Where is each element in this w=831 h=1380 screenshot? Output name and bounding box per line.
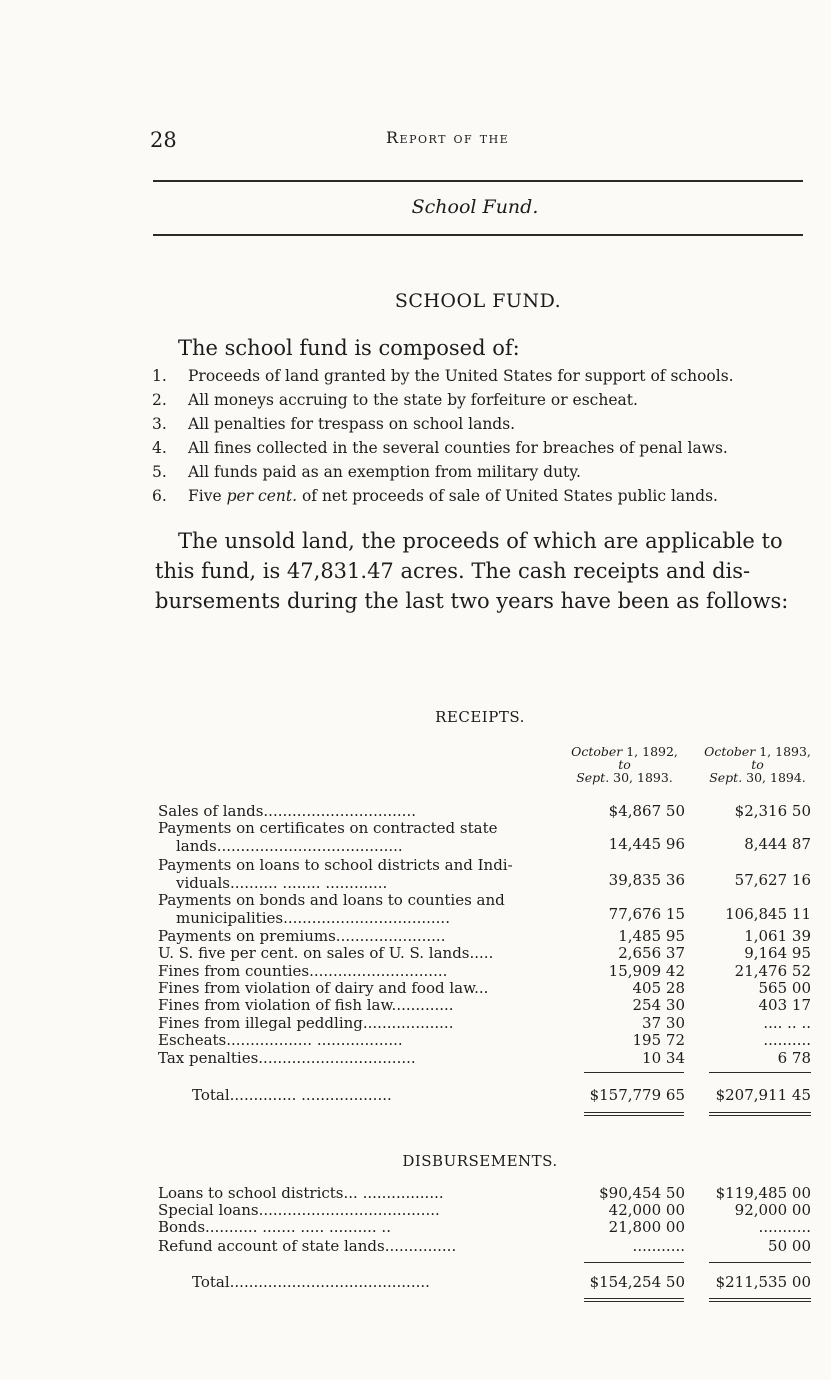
value-1893: 39,835 36 xyxy=(608,871,685,889)
total-double-rule xyxy=(584,1301,684,1302)
list-item xyxy=(152,412,812,436)
row-label: Payments on certificates on contracted state xyxy=(158,820,498,837)
value-1894: 50 00 xyxy=(768,1237,811,1255)
list-item xyxy=(152,436,812,460)
col-date: 30, 1894. xyxy=(742,770,806,785)
page-number: 28 xyxy=(150,128,177,152)
col-to: to xyxy=(751,757,764,772)
value-1893: 42,000 00 xyxy=(608,1201,685,1219)
value-1894: .... .. .. xyxy=(763,1014,811,1032)
subtotal-rule xyxy=(709,1072,811,1073)
item-number: 2. xyxy=(152,391,167,409)
value-1893: 37 30 xyxy=(642,1014,685,1032)
value-1894: 21,476 52 xyxy=(734,962,811,980)
item-text-start: Five xyxy=(188,487,227,505)
list-item xyxy=(152,484,812,508)
col-date: 30, 1893. xyxy=(609,770,673,785)
col-month: October xyxy=(571,744,623,759)
item-text: All penalties for trespass on school lands. xyxy=(188,415,516,433)
row-label: Fines from violation of fish law............. xyxy=(158,997,454,1014)
col-month: Sept. xyxy=(576,770,610,785)
value-1894: 403 17 xyxy=(758,996,811,1014)
column-header-1894 xyxy=(695,745,820,784)
summary-paragraph xyxy=(155,526,815,616)
value-1893: 10 34 xyxy=(642,1049,685,1067)
item-text-end: of net proceeds of sale of United States public lands. xyxy=(297,487,718,505)
total-double-rule xyxy=(709,1301,811,1302)
row-label-cont: lands....................................... xyxy=(176,838,403,855)
value-1893: $4,867 50 xyxy=(608,802,685,820)
value-1894: 8,444 87 xyxy=(744,835,811,853)
item-text: All moneys accruing to the state by forfeiture or escheat. xyxy=(188,391,638,409)
section-subtitle: School Fund. xyxy=(411,196,539,218)
disbursements-heading: DISBURSEMENTS. xyxy=(402,1152,558,1170)
total-1893: $154,254 50 xyxy=(589,1273,685,1291)
total-1894: $207,911 45 xyxy=(715,1086,811,1104)
value-1893: 21,800 00 xyxy=(608,1218,685,1236)
item-number: 4. xyxy=(152,439,167,457)
value-1894: 6 78 xyxy=(777,1049,811,1067)
col-date: 1, 1892, xyxy=(622,744,678,759)
value-1893: 14,445 96 xyxy=(608,835,685,853)
value-1894: 92,000 00 xyxy=(734,1201,811,1219)
total-label: Total.............. ................... xyxy=(192,1087,392,1104)
running-title: Report of the xyxy=(386,128,510,147)
row-label-cont: municipalities................................... xyxy=(176,910,450,927)
page-title: SCHOOL FUND. xyxy=(394,290,562,312)
paragraph-line: this fund, is 47,831.47 acres. The cash receipts and dis- xyxy=(155,559,751,583)
header-rule-bottom xyxy=(153,234,803,236)
value-1893: 405 28 xyxy=(632,979,685,997)
col-month: Sept. xyxy=(709,770,743,785)
value-1893: $90,454 50 xyxy=(599,1184,685,1202)
value-1894: 1,061 39 xyxy=(744,927,811,945)
row-label: Payments on bonds and loans to counties and xyxy=(158,892,505,909)
row-label: Tax penalties................................. xyxy=(158,1050,416,1067)
value-1894: 57,627 16 xyxy=(734,871,811,889)
col-date: 1, 1893, xyxy=(755,744,811,759)
value-1894: $2,316 50 xyxy=(734,802,811,820)
item-number: 1. xyxy=(152,367,167,385)
row-label: Payments on premiums....................... xyxy=(158,928,446,945)
total-double-rule xyxy=(709,1298,811,1299)
total-double-rule xyxy=(584,1112,684,1113)
total-double-rule xyxy=(584,1298,684,1299)
intro-text: The school fund is composed of: xyxy=(178,336,520,360)
row-label: Fines from counties............................. xyxy=(158,963,448,980)
value-1894: .......... xyxy=(763,1031,811,1049)
row-label: Payments on loans to school districts and Indi- xyxy=(158,857,513,874)
paragraph-line: The unsold land, the proceeds of which are applicable to xyxy=(178,529,783,553)
total-double-rule xyxy=(709,1112,811,1113)
value-1894: 565 00 xyxy=(758,979,811,997)
value-1894: 106,845 11 xyxy=(725,905,811,923)
subtotal-rule xyxy=(584,1262,684,1263)
subtotal-rule xyxy=(584,1072,684,1073)
list-item xyxy=(152,460,812,484)
item-text: All funds paid as an exemption from military duty. xyxy=(188,463,581,481)
item-number: 3. xyxy=(152,415,167,433)
list-item xyxy=(152,388,812,412)
value-1893: 254 30 xyxy=(632,996,685,1014)
item-text: All fines collected in the several counties for breaches of penal laws. xyxy=(188,439,728,457)
header-rule-top xyxy=(153,180,803,182)
row-label: Loans to school districts... ................. xyxy=(158,1185,444,1202)
row-label: Fines from illegal peddling................... xyxy=(158,1015,454,1032)
receipts-heading: RECEIPTS. xyxy=(435,708,525,726)
row-label: Fines from violation of dairy and food law... xyxy=(158,980,489,997)
row-label: U. S. five per cent. on sales of U. S. lands..... xyxy=(158,945,494,962)
list-item xyxy=(152,364,812,388)
value-1893: 77,676 15 xyxy=(608,905,685,923)
total-1894: $211,535 00 xyxy=(715,1273,811,1291)
row-label: Bonds........... ....... ..... .......... .. xyxy=(158,1219,391,1236)
column-header-1893 xyxy=(562,745,687,784)
col-month: October xyxy=(704,744,756,759)
total-double-rule xyxy=(709,1115,811,1116)
row-label: Refund account of state lands............... xyxy=(158,1238,457,1255)
value-1893: 15,909 42 xyxy=(608,962,685,980)
item-number: 5. xyxy=(152,463,167,481)
col-to: to xyxy=(618,757,631,772)
row-label-cont: viduals.......... ........ ............. xyxy=(176,875,388,892)
total-1893: $157,779 65 xyxy=(589,1086,685,1104)
value-1893: 2,656 37 xyxy=(618,944,685,962)
value-1894: $119,485 00 xyxy=(715,1184,811,1202)
subtotal-rule xyxy=(709,1262,811,1263)
value-1893: ........... xyxy=(632,1237,685,1255)
row-label: Sales of lands................................ xyxy=(158,803,416,820)
total-double-rule xyxy=(584,1115,684,1116)
paragraph-line: bursements during the last two years have been as follows: xyxy=(155,589,789,613)
value-1894: 9,164 95 xyxy=(744,944,811,962)
fund-sources-list xyxy=(152,364,812,508)
total-label: Total.......................................... xyxy=(192,1274,430,1291)
item-text-italic: per cent. xyxy=(226,487,298,505)
value-1894: ........... xyxy=(758,1218,811,1236)
item-number: 6. xyxy=(152,487,167,505)
row-label: Special loans...................................... xyxy=(158,1202,440,1219)
row-label: Escheats.................. .................. xyxy=(158,1032,403,1049)
value-1893: 195 72 xyxy=(632,1031,685,1049)
item-text: Proceeds of land granted by the United States for support of schools. xyxy=(188,367,734,385)
value-1893: 1,485 95 xyxy=(618,927,685,945)
